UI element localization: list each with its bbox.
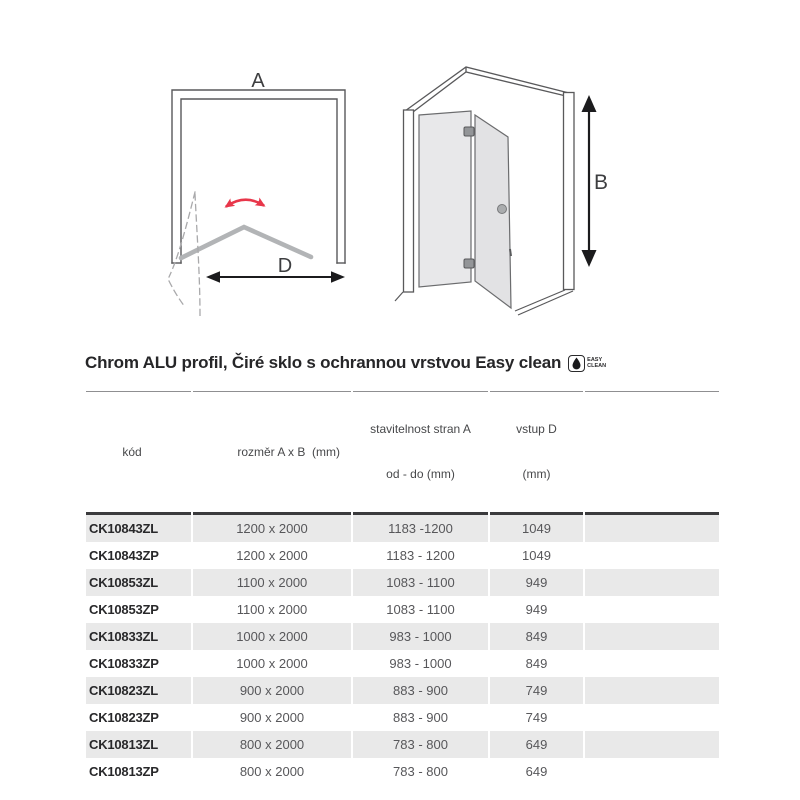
cell-kod: CK10853ZP [89,602,159,617]
badge-line2: CLEAN [587,363,607,369]
cell-rozmer: 1100 x 2000 [193,569,351,596]
cell-kod: CK10853ZL [86,569,191,596]
cell-rozmer: 1000 x 2000 [236,656,308,671]
table-row [86,623,719,650]
cell-rozmer: 1200 x 2000 [236,548,308,563]
cell-kod: CK10833ZP [89,656,159,671]
cell-stavitelnost: 1083 - 1100 [386,602,455,617]
col-header-rozmer: rozměr A x B (mm) [193,391,351,515]
entry-width-arrow-icon [206,271,345,283]
cell-filler [585,542,719,569]
cell-stavitelnost: 783 - 800 [393,764,448,779]
iso-view-diagram [395,67,608,315]
folded-door [181,227,311,258]
cell-rozmer: 1200 x 2000 [193,515,351,542]
table-body [86,515,719,785]
cell-stavitelnost: 883 - 900 [353,677,488,704]
cell-vstup: 749 [490,677,583,704]
cell-filler [585,677,719,704]
cell-rozmer: 1000 x 2000 [193,623,351,650]
cell-kod: CK10813ZP [89,764,159,779]
table-row [86,731,719,758]
label-B: B [593,171,609,194]
door-edge-tick [510,249,511,256]
label-A: A [251,70,265,92]
frame-outline [172,90,345,263]
cell-kod: CK10823ZL [86,677,191,704]
hinge-icon-bottom [464,259,474,268]
section-title-row [85,353,721,373]
table-row [86,704,719,731]
label-D: D [277,255,293,277]
cell-rozmer: 1100 x 2000 [236,602,308,617]
glass-panel-fixed [419,111,471,287]
table-row [86,677,719,704]
cell-filler [585,731,719,758]
col-header-empty [585,391,719,515]
cell-filler [585,569,719,596]
section-title: Chrom ALU profil, Čiré sklo s ochrannou vrstvou Easy clean [85,353,562,372]
hinge-icon-top [464,127,474,136]
spec-table [84,391,721,785]
cell-rozmer: 900 x 2000 [239,710,305,725]
cell-filler [585,515,719,542]
right-profile [564,93,575,290]
cell-filler [585,650,719,677]
cell-stavitelnost: 783 - 800 [353,731,488,758]
cell-vstup: 649 [490,731,583,758]
table-row [86,650,719,677]
cell-vstup: 849 [490,623,583,650]
easy-clean-badge [568,355,606,372]
cell-stavitelnost: 1183 - 1200 [386,548,455,563]
cell-kod: CK10843ZP [89,548,159,563]
cell-kod: CK10833ZL [86,623,191,650]
left-profile [404,110,414,292]
front-view-diagram [169,70,345,316]
cell-kod: CK10823ZP [89,710,159,725]
easy-clean-badge-text [587,357,606,370]
cell-stavitelnost: 883 - 900 [393,710,448,725]
cell-vstup: 849 [525,656,548,671]
cell-vstup: 949 [490,569,583,596]
swing-arrow-icon [227,200,263,206]
cell-kod: CK10843ZL [86,515,191,542]
technical-diagrams [0,0,800,345]
cell-filler [585,758,719,785]
cell-rozmer: 800 x 2000 [239,764,305,779]
knob-icon [498,205,507,214]
cell-filler [585,623,719,650]
cell-filler [585,704,719,731]
cell-vstup: 649 [525,764,548,779]
cell-kod: CK10813ZL [86,731,191,758]
table-row [86,569,719,596]
top-rails [405,67,569,115]
table-row [86,542,719,569]
table-row [86,596,719,623]
cell-stavitelnost: 983 - 1000 [389,656,452,671]
cell-stavitelnost: 1083 - 1100 [353,569,488,596]
cell-stavitelnost: 1183 -1200 [353,515,488,542]
col-header-kod: kód [86,391,191,515]
table-row [86,515,719,542]
cell-vstup: 1049 [490,515,583,542]
col-header-stavitelnost: stavitelnost stran A od - do (mm) [353,391,488,515]
badge-line1: EASY [587,356,603,363]
cell-vstup: 749 [525,710,548,725]
cell-stavitelnost: 983 - 1000 [353,623,488,650]
left-profile-foot [395,292,403,301]
droplet-icon [568,355,585,372]
floor-lines [515,290,573,315]
cell-vstup: 1049 [522,548,551,563]
cell-filler [585,596,719,623]
cell-rozmer: 900 x 2000 [193,677,351,704]
table-header [86,391,719,515]
table-row [86,758,719,785]
col-header-vstup: vstup D (mm) [490,391,583,515]
cell-vstup: 949 [525,602,548,617]
cell-rozmer: 800 x 2000 [193,731,351,758]
